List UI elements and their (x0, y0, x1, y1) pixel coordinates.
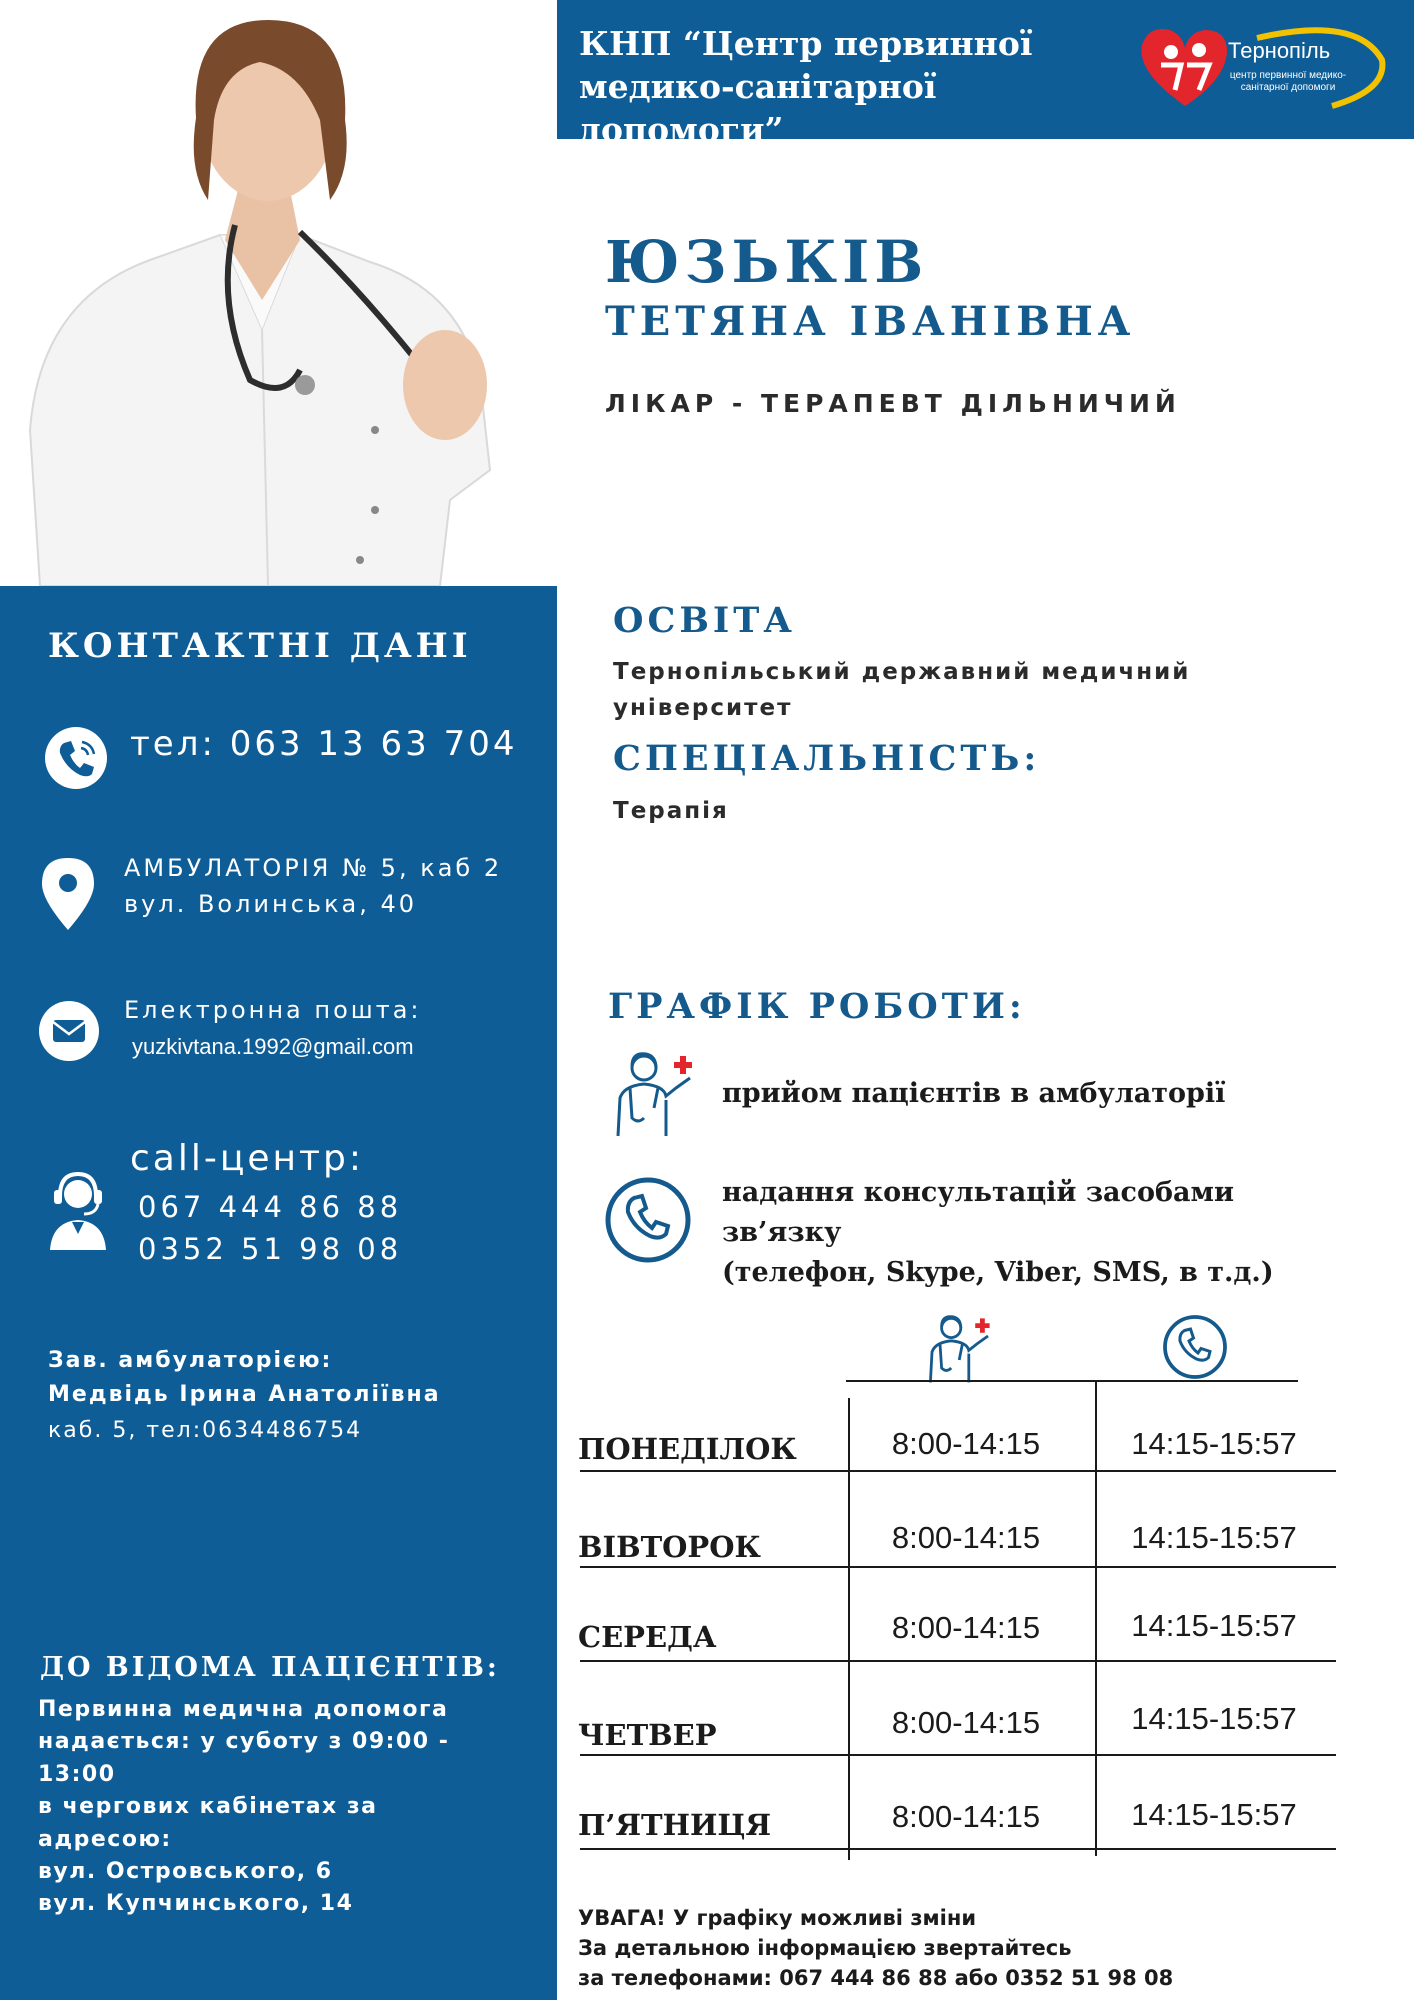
table-row-remote-time: 14:15-15:57 (1131, 1701, 1297, 1736)
table-row-remote-time: 14:15-15:57 (1131, 1797, 1297, 1832)
patient-notice-text (38, 1694, 518, 1921)
table-row-line (580, 1754, 1336, 1756)
warning-line: УВАГА! У графіку можливі зміни (578, 1906, 977, 1930)
logo-city: Тернопіль (1228, 38, 1331, 63)
table-divider-vertical (1095, 1382, 1097, 1856)
remote-line: надання консультацій засобами зв’язку (722, 1177, 1234, 1248)
clinic-column-icon (924, 1312, 996, 1384)
call-center-phone-1[interactable]: 067 444 86 88 (138, 1190, 403, 1224)
doctor-photo (0, 0, 557, 586)
table-row-remote-time: 14:15-15:57 (1131, 1520, 1297, 1555)
notice-line: вул. Островського, 6 (38, 1859, 333, 1885)
notice-line: 13:00 (38, 1761, 116, 1787)
table-row-line (580, 1660, 1336, 1662)
specialty-value: Терапія (613, 798, 729, 824)
call-center-label: call-центр: (130, 1138, 364, 1179)
table-row-day: П’ЯТНИЦЯ (578, 1808, 772, 1842)
table-row-line (580, 1470, 1336, 1472)
doctor-surname: ЮЗЬКІВ (605, 228, 929, 296)
phone-number[interactable]: тел: 063 13 63 704 (130, 724, 518, 764)
table-row-clinic-time: 8:00-14:15 (891, 1705, 1041, 1740)
doctor-icon (610, 1048, 700, 1138)
contacts-title: КОНТАКТНІ ДАНІ (48, 626, 472, 666)
table-row-clinic-time: 8:00-14:15 (891, 1426, 1041, 1461)
table-row-remote-time: 14:15-15:57 (1131, 1608, 1297, 1643)
table-row-day: ПОНЕДІЛОК (578, 1432, 797, 1466)
schedule-warning (578, 1903, 1173, 1993)
phone-consultation-icon (604, 1176, 692, 1264)
education-title: ОСВІТА (613, 600, 796, 641)
education-line: університет (613, 695, 793, 721)
email-icon (38, 1000, 100, 1062)
table-row-day: СЕРЕДА (578, 1620, 717, 1654)
head-of-clinic-contact: каб. 5, тел:0634486754 (48, 1418, 363, 1443)
table-row-clinic-time: 8:00-14:15 (891, 1799, 1041, 1834)
education-line: Тернопільський державний медичний (613, 659, 1191, 685)
head-of-clinic-title: Зав. амбулаторією: (48, 1348, 333, 1373)
schedule-title: ГРАФІК РОБОТИ: (608, 986, 1026, 1027)
phone-icon (44, 726, 108, 790)
notice-line: надається: у суботу з 09:00 - (38, 1729, 450, 1755)
table-row-day: ВІВТОРОК (578, 1530, 761, 1564)
location-pin-icon (40, 856, 96, 932)
email-address[interactable]: yuzkivtana.1992@gmail.com (132, 1034, 414, 1059)
table-row-clinic-time: 8:00-14:15 (891, 1520, 1041, 1555)
table-row-clinic-time: 8:00-14:15 (891, 1610, 1041, 1645)
table-row-day: ЧЕТВЕР (578, 1718, 717, 1752)
notice-line: вул. Купчинського, 14 (38, 1891, 354, 1917)
warning-line: за телефонами: 067 444 86 88 або 0352 51 98 08 (578, 1966, 1174, 1990)
organization-title: КНП “Центр первинної медико-санітарної допомоги” (579, 24, 1033, 149)
logo-subtitle: центр первинної медико-санітарної допомоги (1229, 70, 1347, 93)
remote-line: (телефон, Skype, Viber, SMS, в т.д.) (722, 1257, 1274, 1288)
head-of-clinic-name: Медвідь Ірина Анатоліївна (48, 1382, 441, 1407)
education-text (613, 654, 1213, 726)
email-label: Електронна пошта: (124, 996, 422, 1024)
call-center-operator-icon (46, 1170, 110, 1250)
table-row-line (580, 1848, 1336, 1850)
address-line-1: АМБУЛАТОРІЯ № 5, каб 2 (124, 854, 503, 882)
patient-notice-title: ДО ВІДОМА ПАЦІЄНТІВ: (40, 1652, 500, 1683)
doctor-position: ЛІКАР - ТЕРАПЕВТ ДІЛЬНИЧИЙ (605, 389, 1181, 418)
address-line-2: вул. Волинська, 40 (124, 890, 418, 918)
contacts-sidebar (0, 586, 557, 2000)
table-header-line (846, 1380, 1298, 1382)
specialty-title: СПЕЦІАЛЬНІСТЬ: (613, 738, 1041, 779)
doctor-given-names: ТЕТЯНА ІВАНІВНА (605, 298, 1136, 345)
call-center-phone-2[interactable]: 0352 51 98 08 (138, 1232, 403, 1266)
table-row-line (580, 1566, 1336, 1568)
notice-line: Первинна медична допомога (38, 1697, 449, 1722)
notice-line: в чергових кабінетах за адресою: (38, 1794, 378, 1852)
table-divider-vertical (848, 1398, 850, 1860)
schedule-mode-clinic: прийом пацієнтів в амбулаторії (722, 1078, 1226, 1109)
table-row-remote-time: 14:15-15:57 (1131, 1426, 1297, 1461)
schedule-mode-remote (722, 1173, 1362, 1293)
warning-line: За детальною інформацією звертайтесь (578, 1936, 1072, 1960)
header-band (557, 0, 1414, 149)
remote-column-icon (1162, 1314, 1228, 1380)
